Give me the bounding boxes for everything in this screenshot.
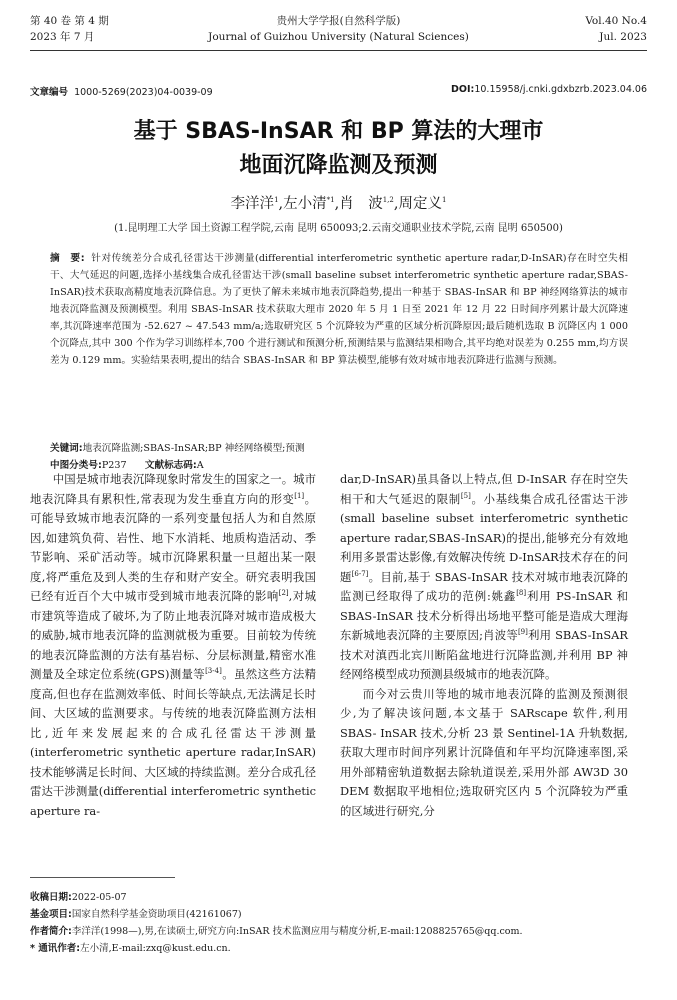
body-left-column [30,470,316,821]
body-paragraph: 而今对云贵川等地的城市地表沉降的监测及预测很少,为了解决该问题,本文基于 SARscape 软件,利用 SBAS- InSAR 技术,分析 23 景 Sentinel-1A 升轨数据,获取大理市时间序列累计沉降值和年平均沉降速率图,采用外部精密轨道数据去除轨道误差,采用外部 AW3D 30 DEM 数据取平地相位;选取研究区内 5 个沉降较为严重的区域进行研究,分 [340,686,628,818]
abstract [50,250,628,369]
author-name: 肖 波 [339,196,383,212]
keywords-label: 关键词: [50,443,83,454]
body-paragraph [30,470,316,821]
doi-label: DOI: [451,84,475,95]
keywords [50,440,628,474]
footnote-received [30,889,647,906]
body-text: ,对城市建筑等造成了破坏,为了防止地表沉降对城市造成极大的威胁,城市地表沉降的监测就极为重要。目前较为传统的地表沉降监测的方法有基岩标、分层标测量,精密水准测量及全球定位系统(GPS)测量等 [30,589,316,681]
footnote-label: * 通讯作者: [30,943,81,954]
footnote-text: 左小清,E-mail:zxq@kust.edu.cn. [80,943,231,954]
body-text: 利用 PS-InSAR 和 SBAS-InSAR 技术分析得出场地平整可能是造成大理海东新城地表沉降的主要原因;肖波等 [340,589,628,642]
article-number-value: 1000-5269(2023)04-0039-09 [74,87,213,98]
citation: [8] [516,589,527,598]
body-text: 。小基线集合成孔径雷达干涉(small baseline subset interferometric synthetic aperture radar,SBAS-InSAR)的提出,能够充分有效地利用多景雷达影像,有效解决传统 D-InSAR技术存在的问题 [340,491,628,584]
paper-title-line1: 基于 SBAS-InSAR 和 BP 算法的大理市 [133,119,544,144]
citation: [3-4] [205,667,222,676]
date-cn: 2023 年 7 月 [30,31,95,43]
footnote-label: 收稿日期: [30,892,72,903]
author-affil-mark: 1 [441,196,447,205]
date-en: Jul. 2023 [599,31,647,43]
author-name: 周定义 [398,196,442,212]
doc-code-label: 文献标志码: [144,460,197,471]
body-text: dar,D-InSAR)虽具备以上特点,但 D-InSAR 存在时空失相干和大气延迟的限制 [340,472,628,506]
article-number-label: 文章编号 [30,87,69,98]
abstract-label: 摘 要: [50,253,85,264]
doc-code-value: A [196,460,204,471]
citation: [9] [517,628,528,637]
citation: [2] [278,589,289,598]
footnote-label: 基金项目: [30,909,72,920]
body-text: 中国是城市地表沉降现象时常发生的国家之一。城市地表沉降具有累积性,常表现为发生垂直方向的形变 [30,472,316,506]
clc-label: 中图分类号: [50,460,102,471]
body-text: 。虽然这些方法精度高,但也存在监测效率低、时间长等缺点,无法满足长时间、大区域的监测要求。与传统的地表沉降监测方法相比,近年来发展起来的合成孔径雷达干涉测量(interferometric synthetic aperture radar,InSAR)技术能够满足长时间、大区域的持续监测。差分合成孔径雷达干涉测量(differential interferometric synthetic aperture ra- [30,667,316,818]
body-text: 利用 SBAS-InSAR 技术对滇西北宾川断陷盆地进行沉降监测,并利用 BP 神经网络模型成功预测县级城市的地表沉降。 [340,628,628,681]
journal-name-en: Journal of Guizhou University (Natural Sciences) [208,31,469,43]
body-text: 。可能导致城市地表沉降的一系列变量包括人为和自然原因,如建筑负荷、岩性、地下水消耗、地质构造活动、季节影响、采矿活动等。城市沉降累积量一旦超出某一限度,将严重危及到人类的生存和财产安全。研究表明我国已经有近百个大中城市受到城市地表沉降的影响 [30,491,316,603]
article-number [30,84,213,98]
doi [451,84,647,95]
header-rule [30,50,647,51]
author-affil-mark: 1,2 [382,196,394,205]
body-text: 。目前,基于 SBAS-InSAR 技术对城市地表沉降的监测已经取得了成功的范例:姚鑫 [340,569,628,603]
author-affil-mark: 1 [274,196,279,205]
footnote-text: 国家自然科学基金资助项目(42161067) [71,909,242,920]
author-name: 李洋洋 [230,196,275,212]
abstract-text: 针对传统差分合成孔径雷达干涉测量(differential interferometric synthetic aperture radar,D-InSAR)存在时空失相干、大气延迟的问题,选择小基线集合成孔径雷达干涉(small baseline subset interferometric synthetic aperture radar,SBAS-InSAR)技术获取高精度地表沉降信息。为了更快了解未来城市地表沉降趋势,提出一种基于 SBAS-InSAR 和 BP 神经网络算法的城市地表沉降监测及预测模型。利用 SBAS-InSAR 技术获取大理市 2020 年 5 月 1 日至 2021 年 12 月 22 日时间序列累计最大沉降速率,其沉降速率范围为 -52.627 ~ 47.543 mm/a;选取研究区 5 个沉降较为严重的区域分析沉降原因;最后随机选取 B 沉降区内 1 000 个沉降点,其中 300 个作为学习训练样本,700 个进行测试和预测分析,预测结果与监测结果相吻合,其平均绝对误差为 0.255 mm,均方误差为 0.129 mm。实验结果表明,提出的结合 SBAS-InSAR 和 BP 算法模型,能够有效对城市地表沉降进行监测与预测。 [50,253,628,366]
footnote-author-bio [30,923,647,940]
footnote-fund [30,906,647,923]
body-right-column [340,470,628,821]
author-list: 李洋洋$^1$,左小清$^{*1}$,肖 波$^{1,2}$,周定义$^1$ [230,196,447,212]
footnote-rule [30,877,175,878]
footnote-label: 作者简介: [30,926,72,937]
clc-value: P237 [101,460,127,471]
keywords-text: 地表沉降监测;SBAS-InSAR;BP 神经网络模型;预测 [82,443,305,454]
footnote-text: 李洋洋(1998—),男,在读硕士,研究方向:InSAR 技术监测应用与精度分析,E-mail:1208825765@qq.com. [71,926,523,937]
affiliations: (1.昆明理工大学 国土资源工程学院,云南 昆明 650093;2.云南交通职业技术学院,云南 昆明 650500) [114,223,563,234]
journal-name-cn: 贵州大学学报(自然科学版) [276,15,401,27]
footnote-corresponding [30,940,647,957]
citation: [6-7] [351,569,369,578]
doi-value: 10.15958/j.cnki.gdxbzrb.2023.04.06 [474,84,647,95]
volume-issue-cn: 第 40 卷 第 4 期 [30,15,109,27]
paper-title-line2: 地面沉降监测及预测 [239,153,438,178]
citation: [5] [460,491,471,500]
author-name: 左小清 [283,196,327,212]
body-paragraph [340,470,628,685]
citation: [1] [294,491,305,500]
footnote-text: 2022-05-07 [71,892,127,903]
author-affil-mark: *1 [326,196,335,205]
volume-issue-en: Vol.40 No.4 [585,15,647,27]
